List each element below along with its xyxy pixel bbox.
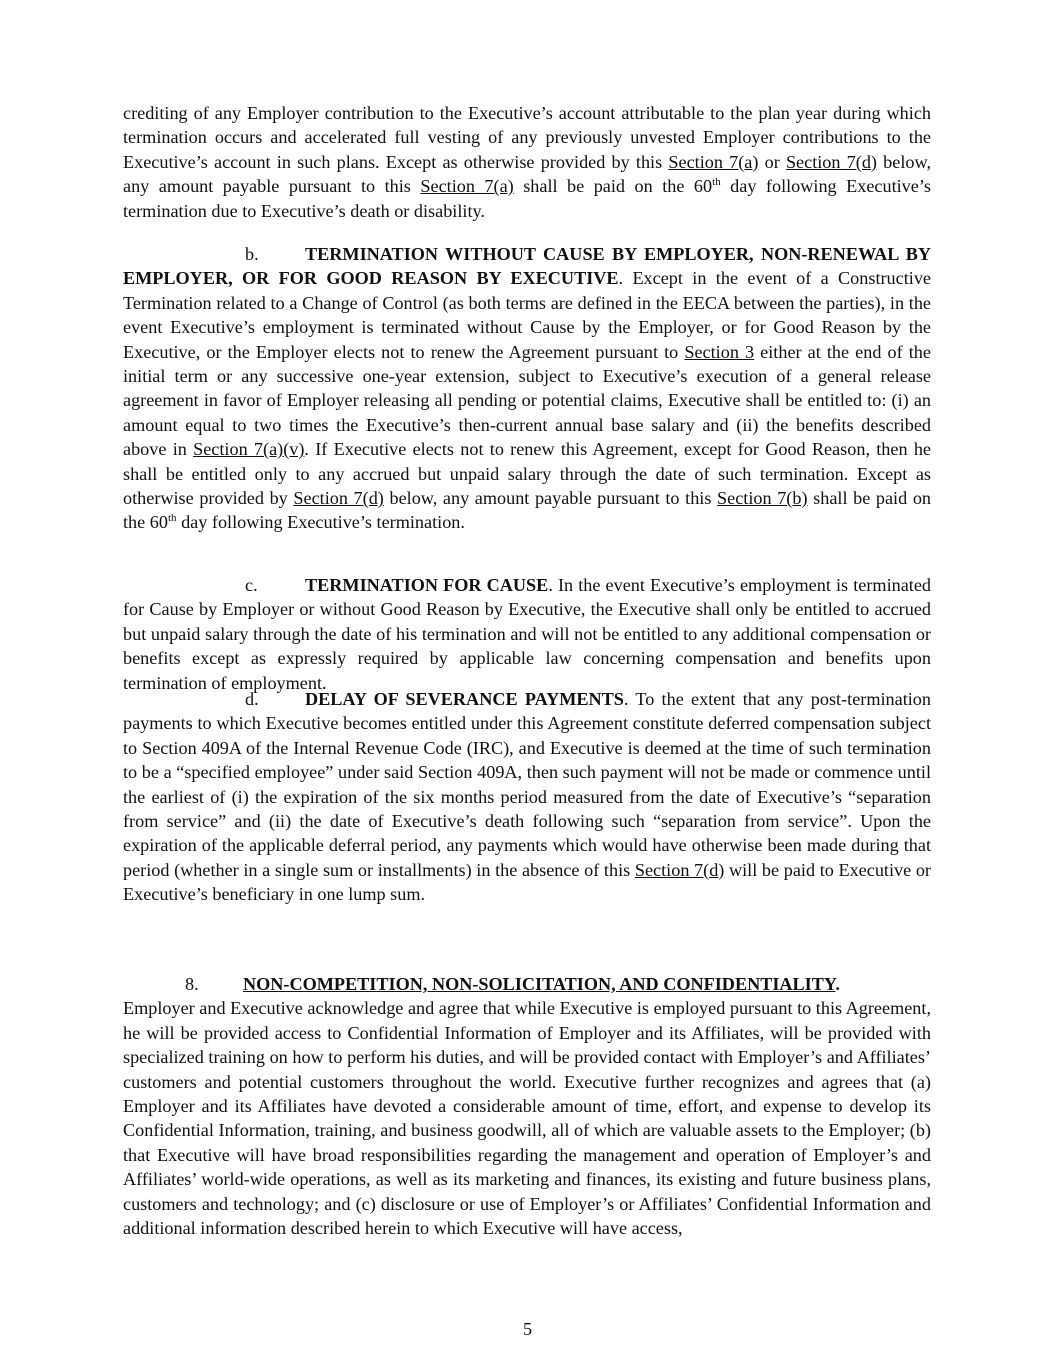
text-run: day following Executive’s termination due to Executive’s death or disability. (123, 176, 931, 221)
text-run: or (758, 151, 786, 172)
text-run: shall be paid on the 60 (513, 176, 713, 197)
ordinal-suffix: th (167, 512, 177, 525)
text-run: crediting of any Employer contribution to the Executive’s account attributable to the plan year during which termination occurs and accelerated full vesting of any previously unvested Employer contributions to the Executive’s account in such plans. Except as otherwise provided by this (123, 103, 931, 172)
text-run: . Except in the event of a Constructive Termination related to a Change of Control (as both terms are defined in the EECA between the parties), in the event Executive’s employment is terminated without Cause by the Employer, or for Good Reason by the Executive, or the Employer elects not to renew the Agreement pursuant to (123, 268, 931, 362)
section-label: c. (245, 575, 258, 595)
section-reference: Section 7(d) (634, 859, 725, 880)
section-b-paragraph (123, 242, 931, 535)
section-reference: Section 7(a)(v) (193, 439, 305, 460)
text-run: . To the extent that any post-termination payments to which Executive becomes entitled under this Agreement constitute deferred compensation subject to Section 409A of the Internal Revenue Code (IRC), and Executive is deemed at the time of such termination to be a “specified employee” under said Section 409A, then such payment will not be made or commence until the earliest of (i) the expiration of the six months period measured from the date of Executive’s “separation from service” and (ii) the date of Executive’s death following such “separation from service”. Upon the expiration of the applicable deferral period, any payments which would have otherwise been made during that period (whether in a single sum or installments) in the absence of this (123, 689, 931, 880)
section-heading: DELAY OF SEVERANCE PAYMENTS (305, 689, 624, 709)
text-run: will be paid to Executive or Executive’s beneficiary in one lump sum. (123, 859, 931, 905)
section-heading: NON-COMPETITION, NON-SOLICITATION, AND CONFIDENTIALITY (243, 974, 836, 994)
section-8-heading-line (123, 972, 931, 996)
page-number: 5 (522, 1319, 533, 1339)
text-run: day following Executive’s termination. (176, 512, 465, 533)
text-run: below, any amount payable pursuant to this (123, 151, 931, 197)
section-label: 8. (185, 974, 199, 994)
text-run: . In the event Executive’s employment is terminated for Cause by Employer or without Good Reason by Executive, the Executive shall only be entitled to accrued but unpaid salary through the date of his termination and will not be entitled to any additional compensation or benefits except as expressly required by applicable law concerning compensation and benefits upon termination of employment. (123, 575, 932, 693)
section-reference: Section 3 (684, 341, 755, 362)
text-run: below, any amount payable pursuant to this (383, 488, 718, 509)
section-label: b. (245, 244, 259, 264)
section-reference: Section 7(a) (420, 176, 514, 197)
section-reference: Section 7(d) (293, 488, 384, 509)
ordinal-suffix: th (712, 176, 721, 189)
text-run: . If Executive elects not to renew this Agreement, except for Good Reason, then he shall be entitled only to any accrued but unpaid salary through the date of such termination. Except as otherwise provided by (123, 439, 931, 509)
section-label: d. (245, 689, 259, 709)
section-reference: Section 7(b) (717, 488, 808, 509)
section-reference: Section 7(d) (785, 151, 877, 172)
section-heading: TERMINATION WITHOUT CAUSE BY EMPLOYER, NON-RENEWAL BY EMPLOYER, OR FOR GOOD REASON BY EXECUTIVE (123, 244, 931, 289)
heading-punctuation: . (835, 974, 840, 994)
section-heading: TERMINATION FOR CAUSE (305, 575, 549, 595)
section-8 (123, 972, 931, 1240)
text-run: either at the end of the initial term or any successive one-year extension, subject to Executive’s execution of a general release agreement in favor of Employer releasing all pending or potential claims, Executive shall be entitled to: (i) an amount equal to two times the Executive’s then-current annual base salary and (ii) the benefits described above in (123, 341, 931, 460)
paragraph-continued (123, 101, 931, 223)
text-run: shall be paid on the 60 (123, 488, 932, 533)
section-reference: Section 7(a) (668, 151, 759, 172)
section-d-paragraph (123, 687, 931, 907)
section-8-body: Employer and Executive acknowledge and agree that while Executive is employed pursuant to this Agreement, he will be provided access to Confidential Information of Employer and its Affiliates, will be provided with specialized training on how to perform his duties, and will be provided contact with Employer’s and Affiliates’ customers and potential customers throughout the world. Executive further recognizes and agrees that (a) Employer and its Affiliates have devoted a considerable amount of time, effort, and expense to develop its Confidential Information, training, and business goodwill, all of which are valuable assets to the Employer; (b) that Executive will have broad responsibilities regarding the management and operation of Employer’s and Affiliates’ world-wide operations, as well as its marketing and finances, its existing and future business plans, customers and technology; and (c) disclosure or use of Employer’s or Affiliates’ Confidential Information and additional information described herein to which Executive will have access, (123, 998, 931, 1239)
section-c-paragraph (123, 573, 931, 695)
